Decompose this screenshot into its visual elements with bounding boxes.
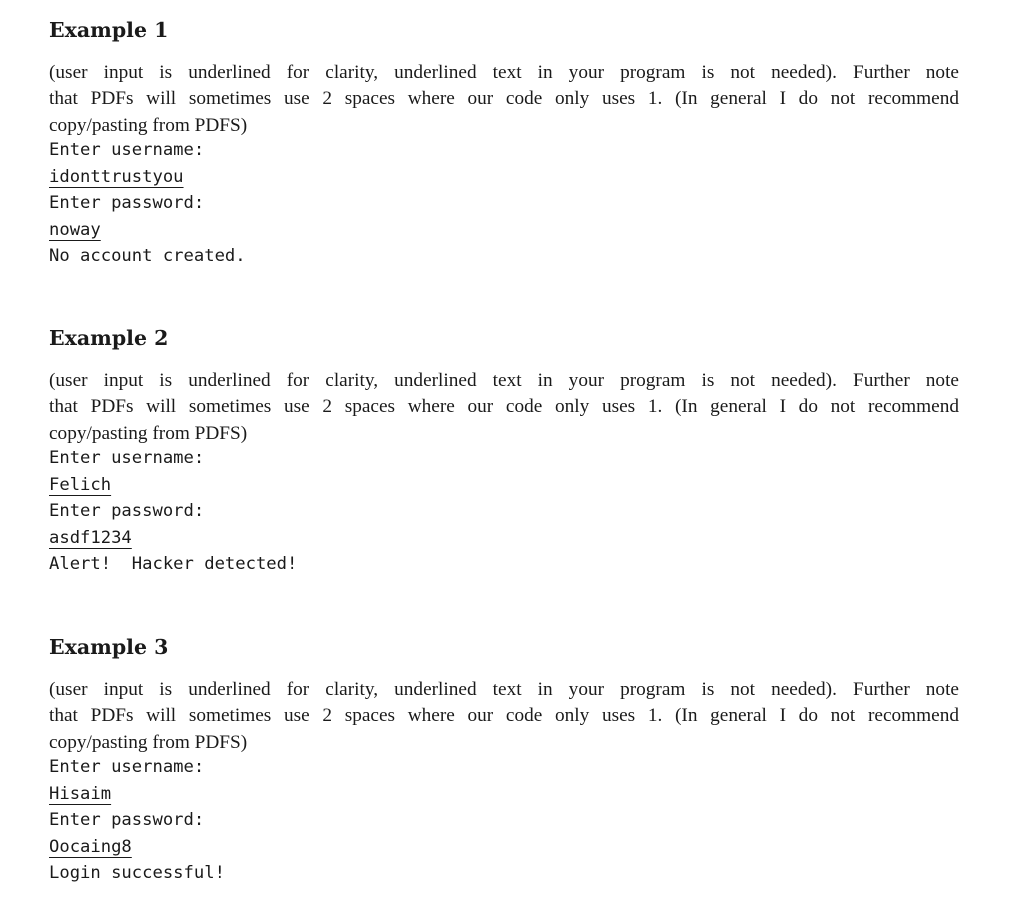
password-input-value: asdf1234 [49, 528, 132, 548]
username-input-value: Felich [49, 475, 112, 495]
example-heading: Example 1 [49, 18, 169, 42]
description-line: that PDFs will sometimes use 2 spaces where our code only uses 1. (In general I do not recommend [49, 88, 959, 110]
result-output: Alert! Hacker detected! [49, 554, 298, 574]
description-line: (user input is underlined for clarity, underlined text in your program is not needed). Further note [49, 62, 959, 83]
password-prompt: Enter password: [49, 193, 205, 213]
description-line: that PDFs will sometimes use 2 spaces where our code only uses 1. (In general I do not recommend [49, 705, 959, 727]
description-line: copy/pasting from PDFS) [49, 731, 248, 753]
password-input-value: noway [49, 220, 101, 240]
example-description [49, 368, 959, 447]
password-input-value: Oocaing8 [49, 837, 132, 857]
description-line: (user input is underlined for clarity, underlined text in your program is not needed). Further note [49, 679, 959, 700]
username-prompt: Enter username: [49, 140, 205, 160]
username-prompt: Enter username: [49, 757, 205, 777]
description-line: copy/pasting from PDFS) [49, 422, 248, 444]
example-heading: Example 3 [49, 635, 169, 659]
description-line: (user input is underlined for clarity, underlined text in your program is not needed). Further note [49, 370, 959, 391]
result-output: Login successful! [49, 863, 225, 883]
description-line: copy/pasting from PDFS) [49, 114, 248, 136]
result-output: No account created. [49, 246, 246, 266]
username-prompt: Enter username: [49, 448, 205, 468]
password-prompt: Enter password: [49, 501, 205, 521]
example-heading: Example 2 [49, 326, 169, 350]
description-line: that PDFs will sometimes use 2 spaces where our code only uses 1. (In general I do not recommend [49, 396, 959, 418]
example-description [49, 677, 959, 756]
username-input-value: idonttrustyou [49, 167, 184, 187]
example-description [49, 60, 959, 139]
password-prompt: Enter password: [49, 810, 205, 830]
username-input-value: Hisaim [49, 784, 112, 804]
